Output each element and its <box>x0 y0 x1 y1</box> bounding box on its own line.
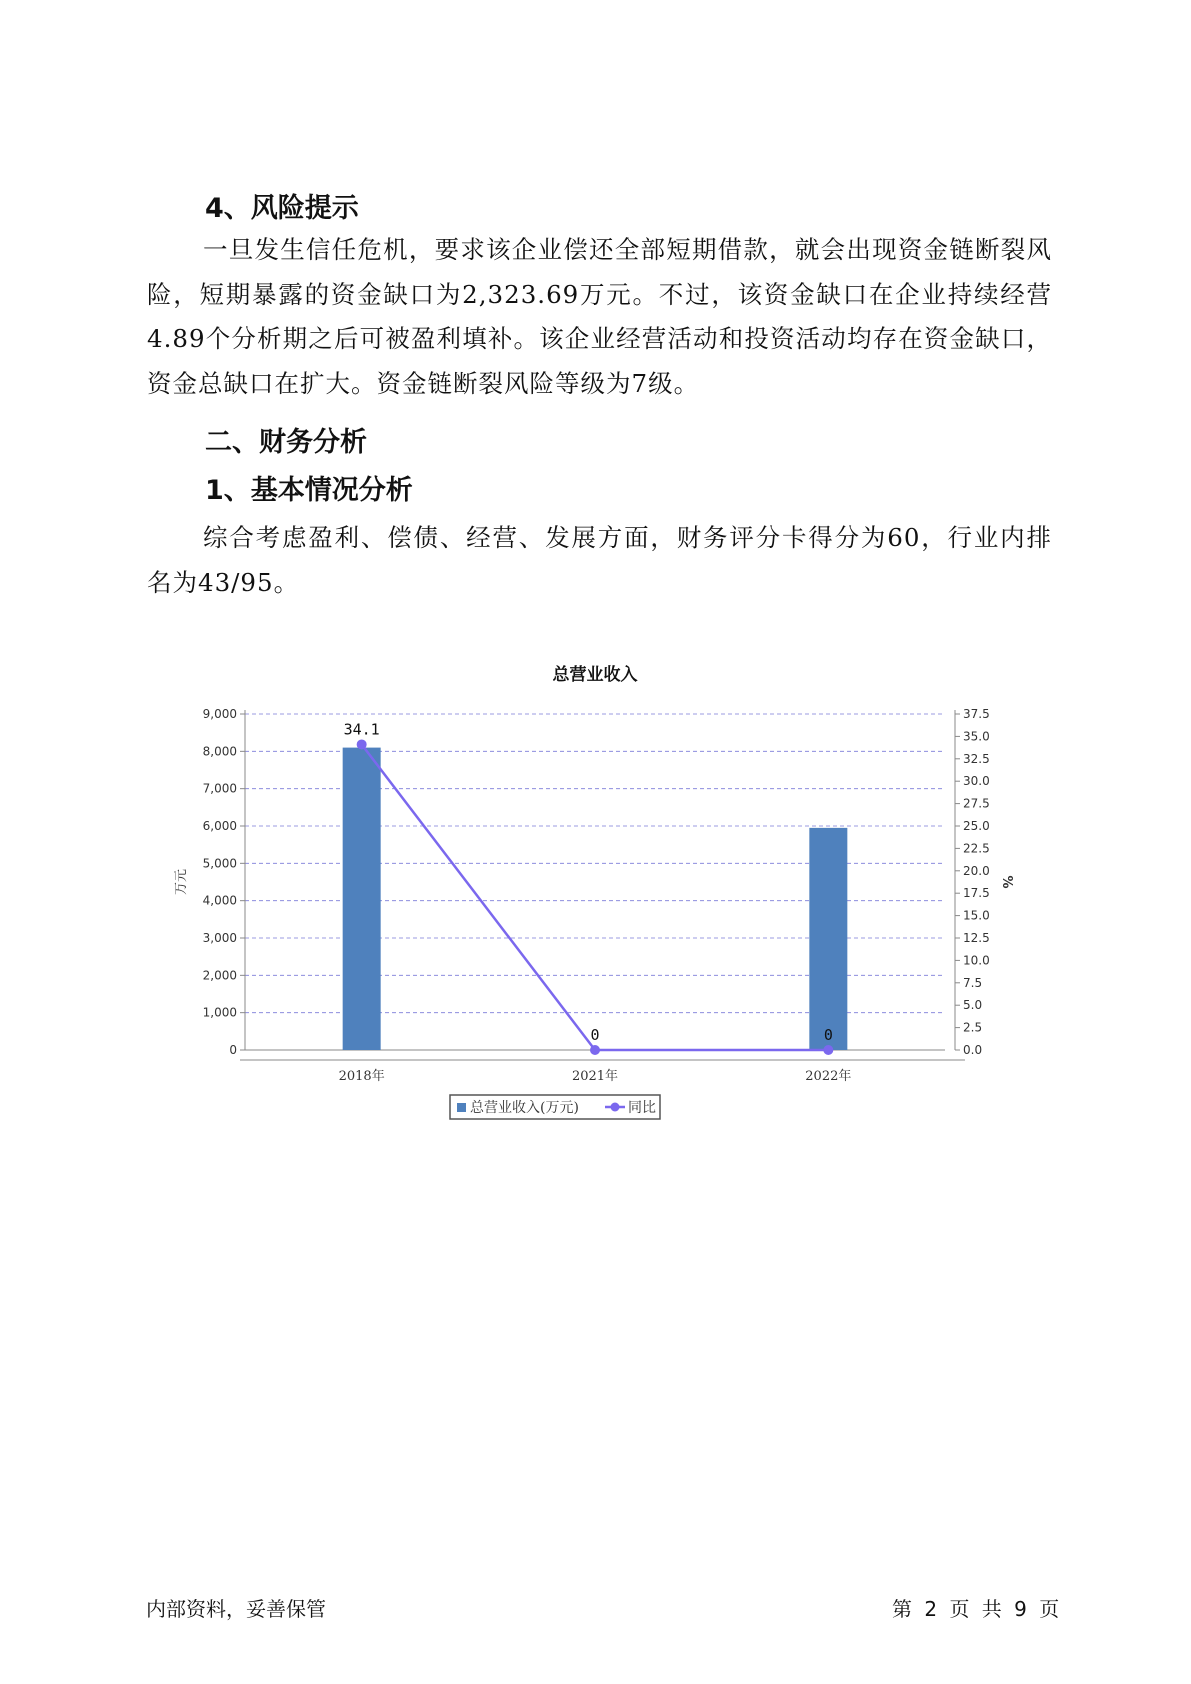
revenue-chart <box>165 660 1025 1116</box>
yoy-point <box>590 1045 600 1055</box>
yoy-data-label: 0 <box>590 1026 600 1044</box>
x-tick-label: 2021年 <box>571 1069 619 1084</box>
legend-line-label: 同比 <box>628 1100 656 1116</box>
right-tick-label: 27.5 <box>963 796 990 811</box>
left-tick-label: 3,000 <box>202 931 237 945</box>
risk-paragraph: 一旦发生信任危机，要求该企业偿还全部短期借款，就会出现资金链断裂风险，短期暴露的资金缺口为2,323.69万元。不过，该资金缺口在企业持续经营 4.89个分析期之后可被盈利填补。该企业经营活动和投资活动均存在资金缺口，资金总缺口在扩大。资金链断裂风险等级为7级。 <box>147 235 1052 398</box>
left-tick-label: 6,000 <box>202 819 237 833</box>
yoy-point <box>823 1045 833 1055</box>
right-tick-label: 32.5 <box>963 751 990 766</box>
right-tick-label: 37.5 <box>963 707 990 721</box>
legend-line-marker <box>611 1103 620 1112</box>
right-tick-label: 5.0 <box>963 998 983 1013</box>
right-tick-label: 0.0 <box>963 1043 983 1057</box>
left-tick-label: 2,000 <box>202 968 237 983</box>
right-tick-label: 30.0 <box>963 774 990 789</box>
basic-heading: 1、基本情况分析 <box>205 475 413 506</box>
yoy-line <box>362 744 829 1050</box>
right-tick-label: 10.0 <box>963 953 990 968</box>
right-tick-label: 7.5 <box>963 975 983 990</box>
legend-bar-label: 总营业收入(万元) <box>470 1100 579 1116</box>
left-tick-label: 7,000 <box>202 781 237 796</box>
left-tick-label: 5,000 <box>202 856 237 871</box>
right-axis-title: % <box>999 875 1014 889</box>
legend-bar-swatch <box>457 1103 466 1112</box>
footer-page-number: 第 2 页 共 9 页 <box>892 1597 1060 1621</box>
revenue-bar <box>809 828 847 1050</box>
yoy-data-label: 0 <box>823 1026 833 1044</box>
left-tick-label: 4,000 <box>202 893 237 908</box>
right-tick-label: 12.5 <box>963 931 990 945</box>
right-tick-label: 22.5 <box>963 841 990 856</box>
x-tick-label: 2018年 <box>338 1069 385 1084</box>
footer-confidential: 内部资料，妥善保管 <box>146 1597 326 1621</box>
left-tick-label: 8,000 <box>202 744 237 759</box>
left-tick-label: 1,000 <box>202 1005 237 1020</box>
right-tick-label: 20.0 <box>963 863 990 878</box>
finance-heading: 二、财务分析 <box>205 427 367 458</box>
risk-heading: 4、风险提示 <box>205 193 359 224</box>
yoy-point <box>357 739 367 749</box>
right-tick-label: 2.5 <box>963 1020 983 1035</box>
left-tick-label: 0 <box>229 1043 237 1057</box>
right-tick-label: 17.5 <box>963 886 990 901</box>
x-tick-label: 2022年 <box>805 1069 852 1084</box>
left-axis-title: 万元 <box>174 868 189 896</box>
right-tick-label: 25.0 <box>963 819 990 833</box>
left-tick-label: 9,000 <box>202 707 237 721</box>
revenue-bar <box>343 748 381 1050</box>
yoy-data-label: 34.1 <box>343 720 380 739</box>
right-tick-label: 15.0 <box>963 908 990 923</box>
basic-paragraph: 综合考虑盈利、偿债、经营、发展方面，财务评分卡得分为60，行业内排名为43/95。 <box>147 523 1052 597</box>
chart-title: 总营业收入 <box>552 665 638 685</box>
right-tick-label: 35.0 <box>963 729 990 744</box>
